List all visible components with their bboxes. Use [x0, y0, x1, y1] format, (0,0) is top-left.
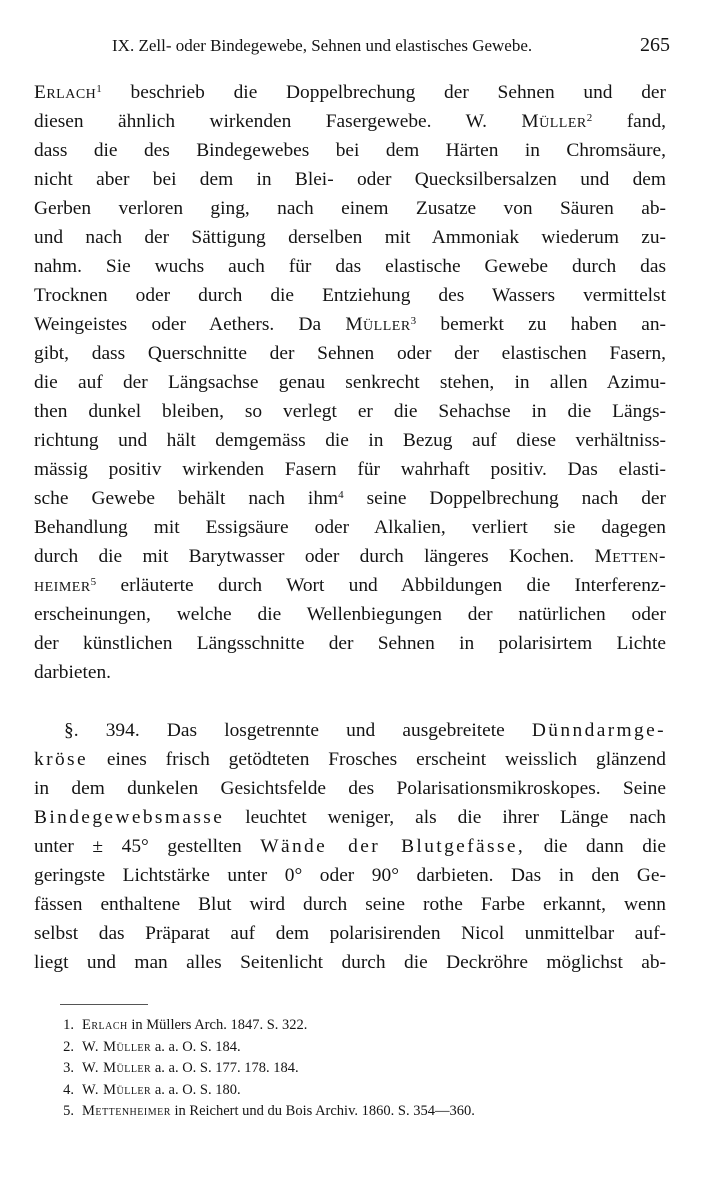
text-run: nahm. Sie wuchs auch für das elastische Gewebe durch das [34, 256, 666, 277]
running-title: IX. Zell- oder Bindegewebe, Sehnen und elastisches Gewebe. [112, 36, 533, 55]
text-run: fässen enthaltene Blut wird durch seine rothe Farbe erkannt, wenn [34, 894, 666, 915]
page-number: 265 [640, 34, 670, 56]
text-line [34, 513, 666, 542]
text-run: die auf der Längsachse genau senkrecht stehen, in allen Azimu- [34, 372, 666, 393]
text-line [34, 948, 666, 977]
text-line [34, 281, 666, 310]
text-run: unter ± 45° gestellten [34, 836, 261, 857]
text-line [34, 368, 666, 397]
footnote-author: Mettenheimer [82, 1103, 171, 1119]
footnote-citation: a. a. O. S. 184. [151, 1038, 241, 1055]
footnote-rule [60, 1004, 148, 1005]
footnote-ref: 1 [96, 83, 102, 95]
footnote-citation: in Müllers Arch. 1847. S. 322. [127, 1017, 308, 1033]
text-line [34, 107, 666, 136]
text-run: eines frisch getödteten Frosches erscheint weisslich glänzend [88, 749, 666, 770]
text-line [34, 339, 666, 368]
footnote-item [34, 1101, 674, 1123]
text-run: der künstlichen Längsschnitte der Sehnen in polarisirtem Lichte [34, 633, 666, 654]
text-line [34, 426, 666, 455]
text-run: dass die des Bindegewebes bei dem Härten in Chromsäure, [34, 140, 666, 161]
text-line [34, 136, 666, 165]
author-name: Metten- [594, 546, 666, 567]
author-name: Müller [521, 111, 587, 132]
author-name: heimer [34, 575, 91, 596]
text-line [34, 803, 666, 832]
footnote-ref: 3 [410, 315, 417, 327]
text-run: liegt und man alles Seitenlicht durch die Deckröhre möglichst ab- [34, 952, 666, 973]
text-run: §. 394. Das losgetrennte und ausgebreitete [64, 720, 532, 741]
text-run: Trocknen oder durch die Entziehung des Wassers vermittelst [34, 285, 666, 306]
text-run: selbst das Präparat auf dem polarisirenden Nicol unmittelbar auf- [34, 923, 666, 944]
text-line [34, 310, 666, 339]
text-line [34, 774, 666, 803]
text-run: und nach der Sättigung derselben mit Ammoniak wiederum zu- [34, 227, 666, 248]
text-run: sche Gewebe behält nach ihm [34, 488, 339, 509]
footnote-number: 2. [63, 1038, 74, 1055]
footnote-citation: a. a. O. S. 177. 178. 184. [151, 1060, 299, 1076]
text-line [34, 397, 666, 426]
text-run: Wände der Blutgefässe, [260, 836, 526, 857]
footnote-ref: 4 [338, 489, 344, 501]
text-run: erscheinungen, welche die Wellenbiegungen der natürlichen oder [34, 604, 666, 625]
text-run: bemerkt zu haben an- [416, 314, 667, 335]
footnote-author: W. Müller [82, 1081, 152, 1098]
text-run: darbieten. [34, 662, 111, 683]
body-text [34, 78, 666, 977]
footnotes [34, 1015, 674, 1123]
text-run: Dünndarmge- [531, 720, 666, 741]
footnote-number: 4. [63, 1081, 74, 1098]
text-run: Bindegewebsmasse [34, 807, 225, 828]
paragraph-birefringence-history [34, 78, 666, 687]
text-run: Behandlung mit Essigsäure oder Alkalien, verliert sie dagegen [34, 517, 666, 538]
footnote-author: W. Müller [82, 1038, 152, 1055]
text-run: in dem dunkelen Gesichtsfelde des Polarisationsmikroskopes. Seine [34, 778, 666, 799]
footnote-author: W. Müller [82, 1060, 152, 1076]
text-run: Weingeistes oder Aethers. Da [34, 314, 346, 335]
text-line [34, 745, 666, 774]
text-line [34, 919, 666, 948]
text-run: beschrieb die Doppelbrechung der Sehnen und der [101, 82, 666, 103]
footnote-ref: 5 [90, 576, 97, 588]
text-run: then dunkel bleiben, so verlegt er die Sehachse in die Längs- [34, 401, 666, 422]
footnote-item [34, 1058, 674, 1080]
footnote-author: Erlach [82, 1017, 128, 1033]
footnote-item [34, 1015, 674, 1037]
footnote-citation: in Reichert und du Bois Archiv. 1860. S. 354—360. [170, 1103, 475, 1119]
running-head [34, 34, 670, 60]
text-run: nicht aber bei dem in Blei- oder Quecksilbersalzen und dem [34, 169, 666, 190]
text-run: gibt, dass Querschnitte der Sehnen oder der elastischen Fasern, [34, 343, 666, 364]
text-line [34, 542, 666, 571]
author-name: Erlach [34, 82, 97, 103]
text-line [34, 194, 666, 223]
text-run: die dann die [525, 836, 666, 857]
author-name: Müller [345, 314, 411, 335]
text-line [34, 629, 666, 658]
text-run: richtung und hält demgemäss die in Bezug auf diese verhältniss- [34, 430, 666, 451]
text-line [34, 832, 666, 861]
text-run: geringste Lichtstärke unter 0° oder 90° darbieten. Das in den Ge- [34, 865, 666, 886]
text-line [34, 78, 666, 107]
text-line [34, 658, 666, 687]
text-line [34, 861, 666, 890]
footnote-item [34, 1037, 674, 1059]
text-line [34, 484, 666, 513]
text-run: kröse [34, 749, 89, 770]
text-run: diesen ähnlich wirkenden Fasergewebe. W. [34, 111, 522, 132]
footnote-item [34, 1080, 674, 1102]
text-line [34, 165, 666, 194]
text-run: Gerben verloren ging, nach einem Zusatze von Säuren ab- [34, 198, 666, 219]
footnote-number: 3. [63, 1060, 74, 1076]
text-run: seine Doppelbrechung nach der [343, 488, 666, 509]
text-run: fand, [592, 111, 666, 132]
footnote-number: 5. [63, 1103, 74, 1119]
text-run: mässig positiv wirkenden Fasern für wahrhaft positiv. Das elasti- [34, 459, 666, 480]
text-line [34, 455, 666, 484]
footnote-citation: a. a. O. S. 180. [151, 1081, 241, 1098]
text-line [34, 890, 666, 919]
text-run: durch die mit Barytwasser oder durch längeres Kochen. [34, 546, 595, 567]
text-line [34, 252, 666, 281]
footnote-number: 1. [63, 1017, 74, 1033]
text-line [34, 571, 666, 600]
text-line [34, 223, 666, 252]
text-line [34, 716, 666, 745]
footnote-ref: 2 [586, 112, 593, 124]
text-line [34, 600, 666, 629]
paragraph-section-394 [34, 716, 666, 977]
text-run: leuchtet weniger, als die ihrer Länge nach [224, 807, 666, 828]
text-run: erläuterte durch Wort und Abbildungen die Interferenz- [96, 575, 666, 596]
